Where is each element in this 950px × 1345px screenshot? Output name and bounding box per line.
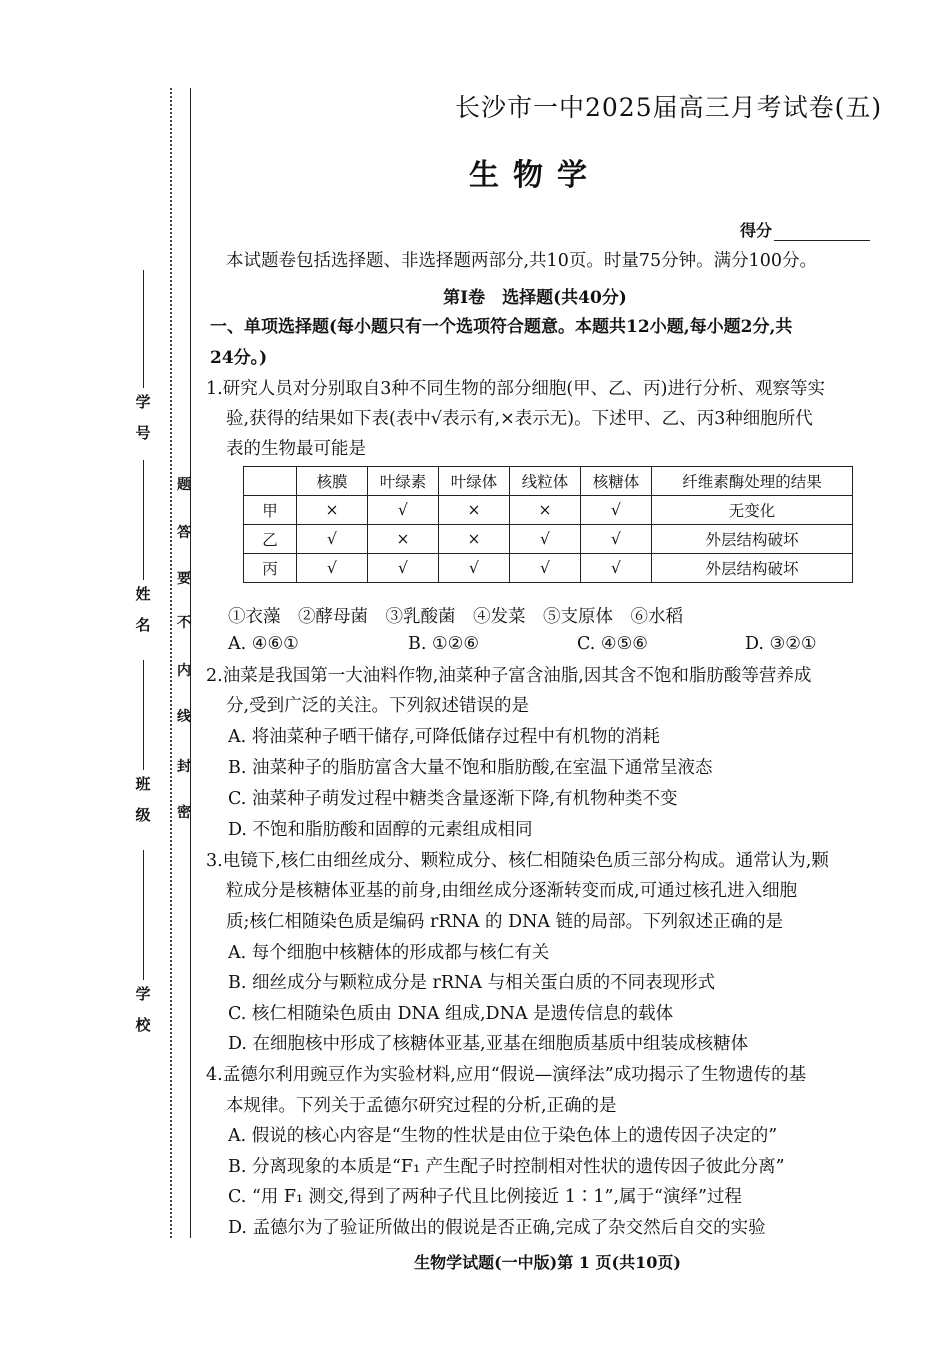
part1-title: 第Ⅰ卷 选择题(共40分) <box>443 288 627 308</box>
section1-heading-cont: 24分。) <box>210 348 268 368</box>
exam-intro: 本试题卷包括选择题、非选择题两部分,共10页。时量75分钟。满分100分。 <box>226 251 817 271</box>
school-field[interactable] <box>128 850 158 1048</box>
table-header: 核糖体 <box>581 467 652 496</box>
question-1-option-d[interactable]: D. ③②① <box>745 634 817 654</box>
question-1-stem: 验,获得的结果如下表(表中√表示有,×表示无)。下述甲、乙、丙3种细胞所代 <box>226 409 813 429</box>
cell-analysis-table <box>243 466 853 583</box>
question-1-option-b[interactable]: B. ①②⑥ <box>408 634 480 654</box>
question-1-option-c[interactable]: C. ④⑤⑥ <box>577 634 648 654</box>
question-3-stem: 粒成分是核糖体亚基的前身,由细丝成分逐渐转变而成,可通过核孔进入细胞 <box>226 881 798 901</box>
table-cell: √ <box>510 554 581 583</box>
table-cell: 甲 <box>244 496 297 525</box>
seal-char: 不 <box>177 615 191 631</box>
seal-char: 内 <box>177 663 191 679</box>
class-label: 班级 <box>133 776 152 838</box>
table-cell: √ <box>581 554 652 583</box>
table-cell: √ <box>439 554 510 583</box>
table-row <box>244 525 853 554</box>
score-label: 得分 <box>740 221 773 240</box>
table-header: 纤维素酶处理的结果 <box>652 467 853 496</box>
table-header <box>244 467 297 496</box>
binding-strip <box>0 0 200 1345</box>
seal-char: 要 <box>177 571 191 587</box>
question-2-stem: 分,受到广泛的关注。下列叙述错误的是 <box>226 696 530 716</box>
question-1-stem: 1.研究人员对分别取自3种不同生物的部分细胞(甲、乙、丙)进行分析、观察等实 <box>206 379 825 399</box>
table-cell: 外层结构破坏 <box>652 525 853 554</box>
table-header: 核膜 <box>297 467 368 496</box>
seal-char: 封 <box>177 759 191 775</box>
question-3-option-c[interactable]: C. 核仁相随染色质由 DNA 组成,DNA 是遗传信息的载体 <box>228 1004 674 1024</box>
page-footer: 生物学试题(一中版)第 1 页(共10页) <box>414 1253 681 1272</box>
table-cell: √ <box>368 554 439 583</box>
question-2-option-d[interactable]: D. 不饱和脂肪酸和固醇的元素组成相同 <box>228 820 533 840</box>
seal-char: 密 <box>177 805 191 821</box>
question-3-stem: 质;核仁相随染色质是编码 rRNA 的 DNA 链的局部。下列叙述正确的是 <box>226 912 784 932</box>
section1-heading: 一、单项选择题(每小题只有一个选项符合题意。本题共12小题,每小题2分,共 <box>210 317 793 337</box>
name-field[interactable] <box>128 460 158 648</box>
question-1-items: ①衣藻 ②酵母菌 ③乳酸菌 ④发菜 ⑤支原体 ⑥水稻 <box>228 607 683 627</box>
question-4-option-b[interactable]: B. 分离现象的本质是“F₁ 产生配子时控制相对性状的遗传因子彼此分离” <box>228 1157 785 1177</box>
table-cell: 丙 <box>244 554 297 583</box>
question-3-stem: 3.电镜下,核仁由细丝成分、颗粒成分、核仁相随染色质三部分构成。通常认为,颗 <box>206 851 829 871</box>
table-cell: × <box>439 525 510 554</box>
question-2-option-a[interactable]: A. 将油菜种子晒干储存,可降低储存过程中有机物的消耗 <box>228 727 660 747</box>
table-header: 叶绿体 <box>439 467 510 496</box>
subject-title: 生物学 <box>469 158 601 193</box>
table-cell: √ <box>368 496 439 525</box>
table-cell: 外层结构破坏 <box>652 554 853 583</box>
question-2-stem: 2.油菜是我国第一大油料作物,油菜种子富含油脂,因其含不饱和脂肪酸等营养成 <box>206 666 812 686</box>
question-4-option-a[interactable]: A. 假说的核心内容是“生物的性状是由位于染色体上的遗传因子决定的” <box>228 1126 778 1146</box>
student-id-label: 学号 <box>133 394 152 456</box>
exam-title: 长沙市一中2025届高三月考试卷(五) <box>455 93 883 122</box>
question-4-option-c[interactable]: C. “用 F₁ 测交,得到了两种子代且比例接近 1∶1”,属于“演绎”过程 <box>228 1187 742 1207</box>
table-row <box>244 496 853 525</box>
dotted-cut-line <box>170 88 172 1238</box>
table-cell: √ <box>297 554 368 583</box>
table-header: 线粒体 <box>510 467 581 496</box>
table-header-row <box>244 467 853 496</box>
seal-char: 答 <box>177 525 191 541</box>
table-cell: 乙 <box>244 525 297 554</box>
table-cell: √ <box>581 525 652 554</box>
table-cell: × <box>510 496 581 525</box>
table-cell: √ <box>510 525 581 554</box>
seal-char: 线 <box>177 709 191 725</box>
question-3-option-a[interactable]: A. 每个细胞中核糖体的形成都与核仁有关 <box>228 943 550 963</box>
question-4-option-d[interactable]: D. 孟德尔为了验证所做出的假说是否正确,完成了杂交然后自交的实验 <box>228 1218 766 1238</box>
table-cell: × <box>368 525 439 554</box>
question-1-stem: 表的生物最可能是 <box>226 439 366 459</box>
question-4-stem: 4.孟德尔利用豌豆作为实验材料,应用“假说—演绎法”成功揭示了生物遗传的基 <box>206 1065 807 1085</box>
question-3-option-d[interactable]: D. 在细胞核中形成了核糖体亚基,亚基在细胞质基质中组装成核糖体 <box>228 1034 749 1054</box>
question-1-option-a[interactable]: A. ④⑥① <box>228 634 299 654</box>
table-row <box>244 554 853 583</box>
seal-char: 题 <box>177 477 191 493</box>
question-2-option-c[interactable]: C. 油菜种子萌发过程中糖类含量逐渐下降,有机物种类不变 <box>228 789 678 809</box>
name-label: 姓名 <box>133 586 152 648</box>
table-cell: √ <box>297 525 368 554</box>
table-cell: × <box>439 496 510 525</box>
score-field[interactable] <box>740 218 870 241</box>
question-4-stem: 本规律。下列关于孟德尔研究过程的分析,正确的是 <box>226 1096 617 1116</box>
table-header: 叶绿素 <box>368 467 439 496</box>
question-3-option-b[interactable]: B. 细丝成分与颗粒成分是 rRNA 与相关蛋白质的不同表现形式 <box>228 973 716 993</box>
table-cell: √ <box>581 496 652 525</box>
table-cell: × <box>297 496 368 525</box>
score-blank[interactable] <box>774 240 870 241</box>
table-cell: 无变化 <box>652 496 853 525</box>
question-2-option-b[interactable]: B. 油菜种子的脂肪富含大量不饱和脂肪酸,在室温下通常呈液态 <box>228 758 713 778</box>
class-field[interactable] <box>128 660 158 838</box>
school-label: 学校 <box>133 986 152 1048</box>
